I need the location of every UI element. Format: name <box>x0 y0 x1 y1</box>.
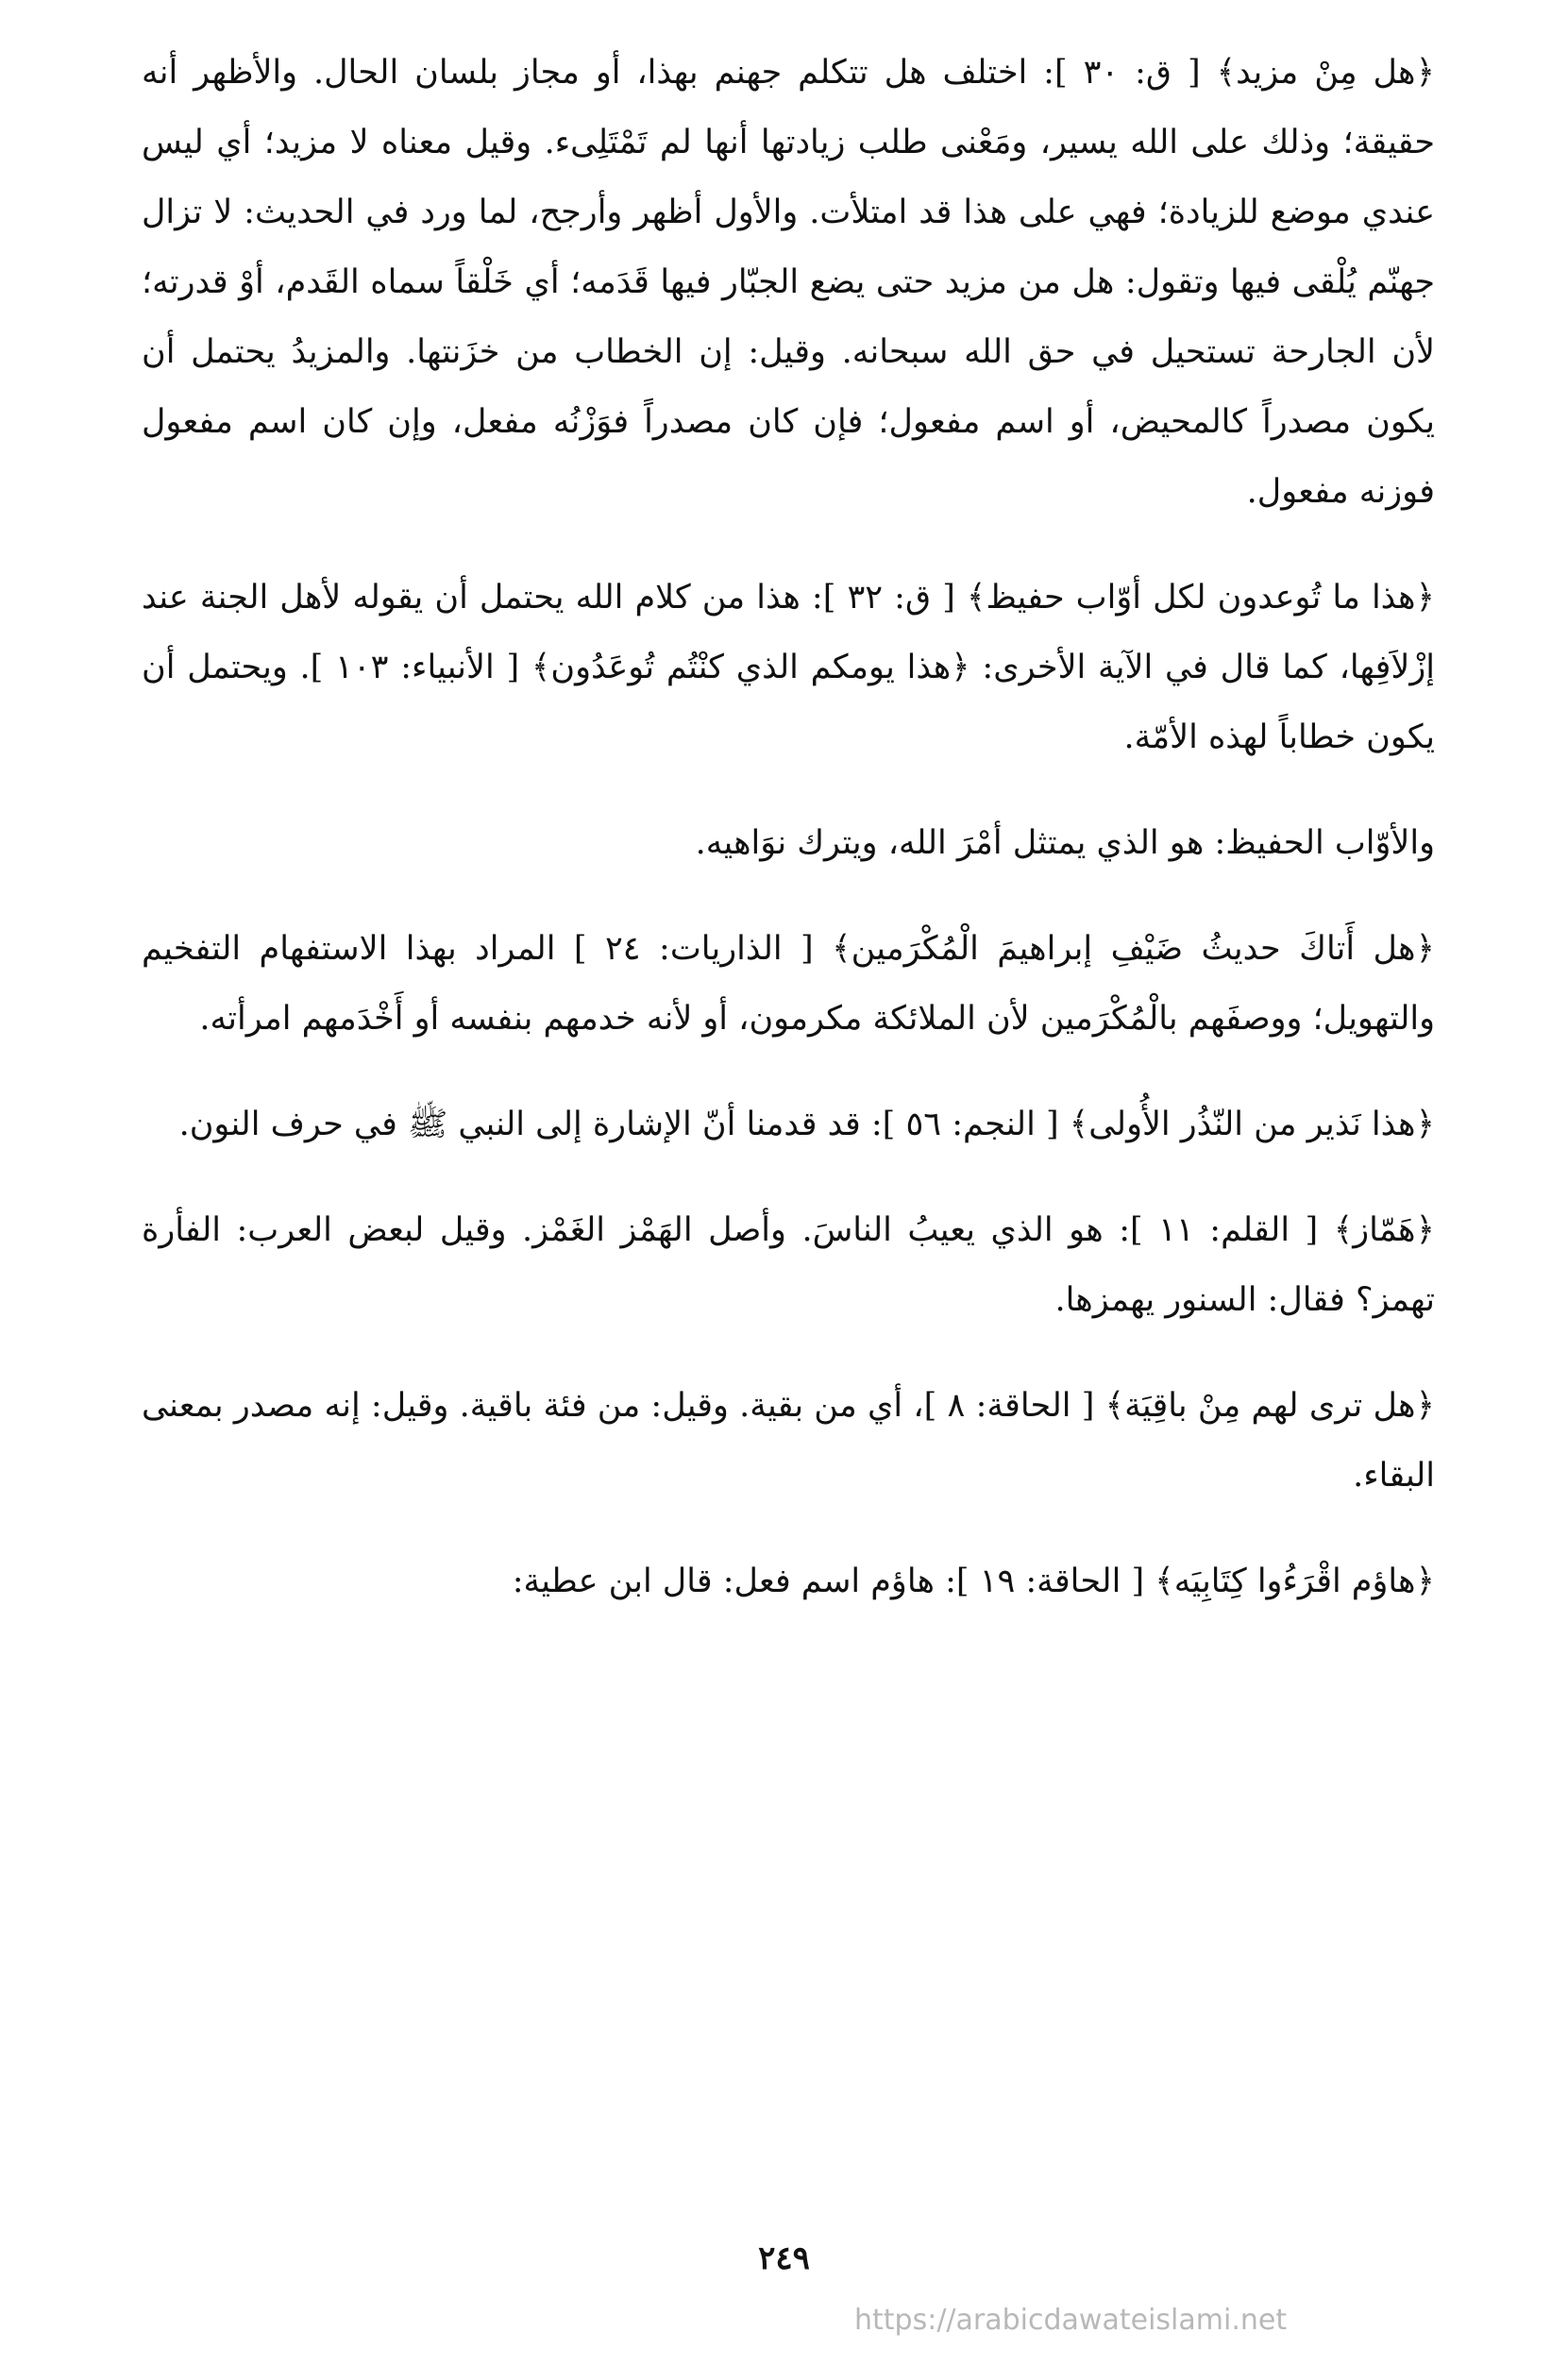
paragraph-hadha-nadhir: ﴿هذا نَذير من النّذُر الأُولى﴾ [ النجم: ٥٦ ]: قد قدمنا أنّ الإشارة إلى النبي ﷺ في حرف النون. <box>178 1106 1435 1143</box>
watermark-url: https://arabicdawateislami.net <box>854 2304 1288 2337</box>
page-number: ٢٤٩ <box>758 2239 810 2277</box>
paragraph-al-awwab: والأوّاب الحفيظ: هو الذي يمتثل أمْرَ الله، ويترك نوَاهيه. <box>695 824 1435 862</box>
paragraph-haaum: ﴿هاؤم اقْرَءُوا كِتَابِيَه﴾ [ الحاقة: ١٩ ]: هاؤم اسم فعل: قال ابن عطية: <box>512 1563 1435 1600</box>
page-body <box>142 38 1435 1652</box>
paragraph-hadha-ma-tuadun: ﴿هذا ما تُوعدون لكل أوّاب حفيظ﴾ [ ق: ٣٢ ]: هذا من كلام الله يحتمل أن يقوله لأهل الجنة عند إزْلاَفِها، كما قال في الآية الأخرى: ﴿هذا يومكم الذي كنْتُم تُوعَدُون﴾ [ الأنبياء: ١٠٣ ]. ويحتمل أن يكون خطاباً لهذه الأمّة. <box>142 579 1435 756</box>
paragraph-hal-ataka: ﴿هل أَتاكَ حديثُ ضَيْفِ إبراهيمَ الْمُكْرَمين﴾ [ الذاريات: ٢٤ ] المراد بهذا الاستفهام التفخيم والتهويل؛ ووصفَهم بالْمُكْرَمين لأن الملائكة مكرمون، أو لأنه خدمهم بنفسه أو أَخْدَمهم امرأته. <box>142 930 1436 1038</box>
paragraph-hal-tara: ﴿هل ترى لهم مِنْ باقِيَة﴾ [ الحاقة: ٨ ]، أي من بقية. وقيل: من فئة باقية. وقيل: إنه مصدر بمعنى البقاء. <box>142 1387 1435 1495</box>
paragraph-hal-min-mazid: ﴿هل مِنْ مزيد﴾ [ ق: ٣٠ ]: اختلف هل تتكلم جهنم بهذا، أو مجاز بلسان الحال. والأظهر أنه حقيقة؛ وذلك على الله يسير، ومَعْنى طلب زيادتها أنها لم تَمْتَلِىء. وقيل معناه لا مزيد؛ أي ليس عندي موضع للزيادة؛ فهي على هذا قد امتلأت. والأول أظهر وأرجح، لما ورد في الحديث: لا تزال جهنّم يُلْقى فيها وتقول: هل من مزيد حتى يضع الجبّار فيها قَدَمه؛ أي خَلْقاً سماه القَدم، أوْ قدرته؛ لأن الجارحة تستحيل في حق الله سبحانه. وقيل: إن الخطاب من خزَنتها. والمزيدُ يحتمل أن يكون مصدراً كالمحيض، أو اسم مفعول؛ فإن كان مصدراً فوَزْنُه مفعل، وإن كان اسم مفعول فوزنه مفعول. <box>142 54 1435 511</box>
paragraph-hammaz: ﴿هَمّاز﴾ [ القلم: ١١ ]: هو الذي يعيبُ الناسَ. وأصل الهَمْز الغَمْز. وقيل لبعض العرب: الفأرة تهمز؟ فقال: السنور يهمزها. <box>142 1211 1435 1319</box>
